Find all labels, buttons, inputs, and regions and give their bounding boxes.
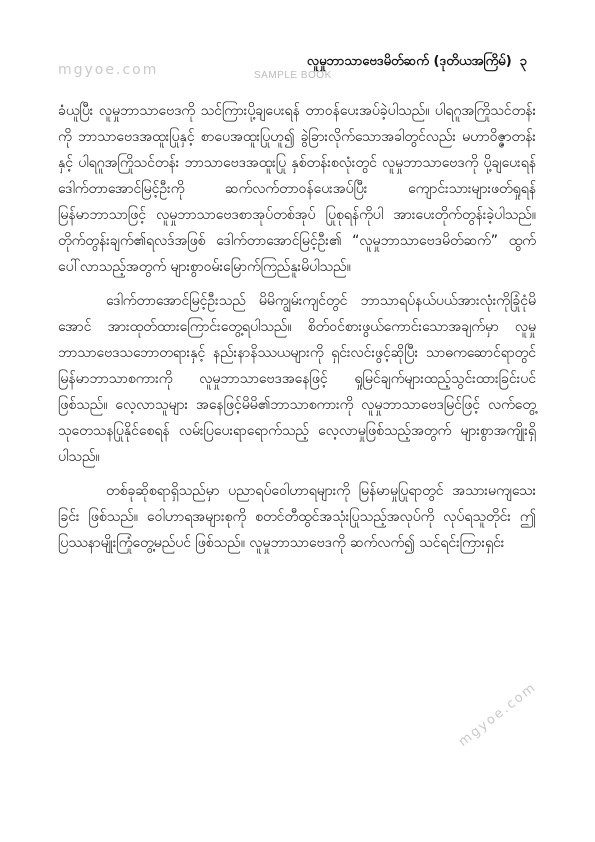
paragraph-3: တစ်ခုဆိုစရာရှိသည်မှာ ပညာရပ်ဝေါဟာရများကို မြန်မာမှုပြုရာတွင် အသားမကျသေးခြင်း ဖြစ်သည်။ ဝေါဟာရအများစုကို စတင်တီထွင်အသုံးပြုသည့်အလုပ်ကို လုပ်ရသူတိုင်း ဤပြဿနာမျိုးကြုံတွေ့မည်ပင် ဖြစ်သည်။ လူမှုဘာသာဗေဒကို ဆက်လက်၍ သင်ရင်းကြားရှင်း: [58, 483, 536, 551]
sample-book-label: SAMPLE BOOK: [254, 70, 332, 81]
watermark-diagonal: mgyoe.com: [456, 679, 540, 750]
paragraph-1: ခံယူပြီး လူမှုဘာသာဗေဒကို သင်ကြားပို့ချပေးရန် တာဝန်ပေးအပ်ခဲ့ပါသည်။ ပါရဂူအကြိုသင်တန်းကို ဘာသာဗေဒအထူးပြုနှင့် စာပေအထူးပြုဟူ၍ ခွဲခြားလိုက်သောအခါတွင်လည်း မဟာဝိဇ္ဇာတန်းနှင့် ပါရဂူအကြိုသင်တန်း ဘာသာဗေဒအထူးပြု နှစ်တန်းစလုံးတွင် လူမှုဘာသာဗေဒကို ပို့ချပေးရန် ဒေါက်တာအောင်မြင့်ဦးကို ဆက်လက်တာဝန်ပေးအပ်ပြီး ကျောင်းသားများဖတ်ရှုရန် မြန်မာဘာသာဖြင့် လူမှုဘာသာဗေဒစာအုပ်တစ်အုပ် ပြုစုရန်ကိုပါ အားပေးတိုက်တွန်းခဲ့ပါသည်။ တိုက်တွန်းချက်၏ရလဒ်အဖြစ် ဒေါက်တာအောင်မြင့်ဦး၏ “လူမှုဘာသာဗေဒမိတ်ဆက်” ထွက်ပေါ်လာသည့်အတွက် များစွာဝမ်းမြောက်ကြည်နူးမိပါသည်။: [58, 103, 536, 275]
running-header: [307, 54, 527, 69]
watermark-top: mgyoe.com: [58, 62, 159, 78]
page-number: ၃: [519, 54, 527, 69]
paragraph-2: ဒေါက်တာအောင်မြင့်ဦးသည် မိမိကျွမ်းကျင်တွင် ဘာသာရပ်နယ်ပယ်အားလုံးကိုခြုံငုံမိအောင် အားထုတ်ထားကြောင်းတွေ့ရပါသည်။ စိတ်ဝင်စားဖွယ်ကောင်းသောအချက်မှာ လူမှုဘာသာဗေဒသဘောတရားနှင့် နည်းနာနိဿယများကို ရှင်းလင်းဖွင့်ဆိုပြီး သာဓကဆောင်ရာတွင် မြန်မာဘာသာစကားကို လူမှုဘာသာဗေဒအနေဖြင့် ရှုမြင်ချက်များထည့်သွင်းထားခြင်းပင် ဖြစ်သည်။ လေ့လာသူများ အနေဖြင့်မိမိ၏ဘာသာစကားကို လူမှုဘာသာဗေဒမြင်ဖြင့် လက်တွေ့ သုတေသနပြုနိုင်စေရန် လမ်းပြပေးရာရောက်သည့် လေ့လာမှုဖြစ်သည့်အတွက် များစွာအကျိုးရှိပါသည်။: [58, 293, 536, 465]
body-text: [58, 98, 536, 564]
header-title: လူမှုဘာသာဗေဒမိတ်ဆက် (ဒုတိယအကြိမ်): [306, 54, 512, 69]
